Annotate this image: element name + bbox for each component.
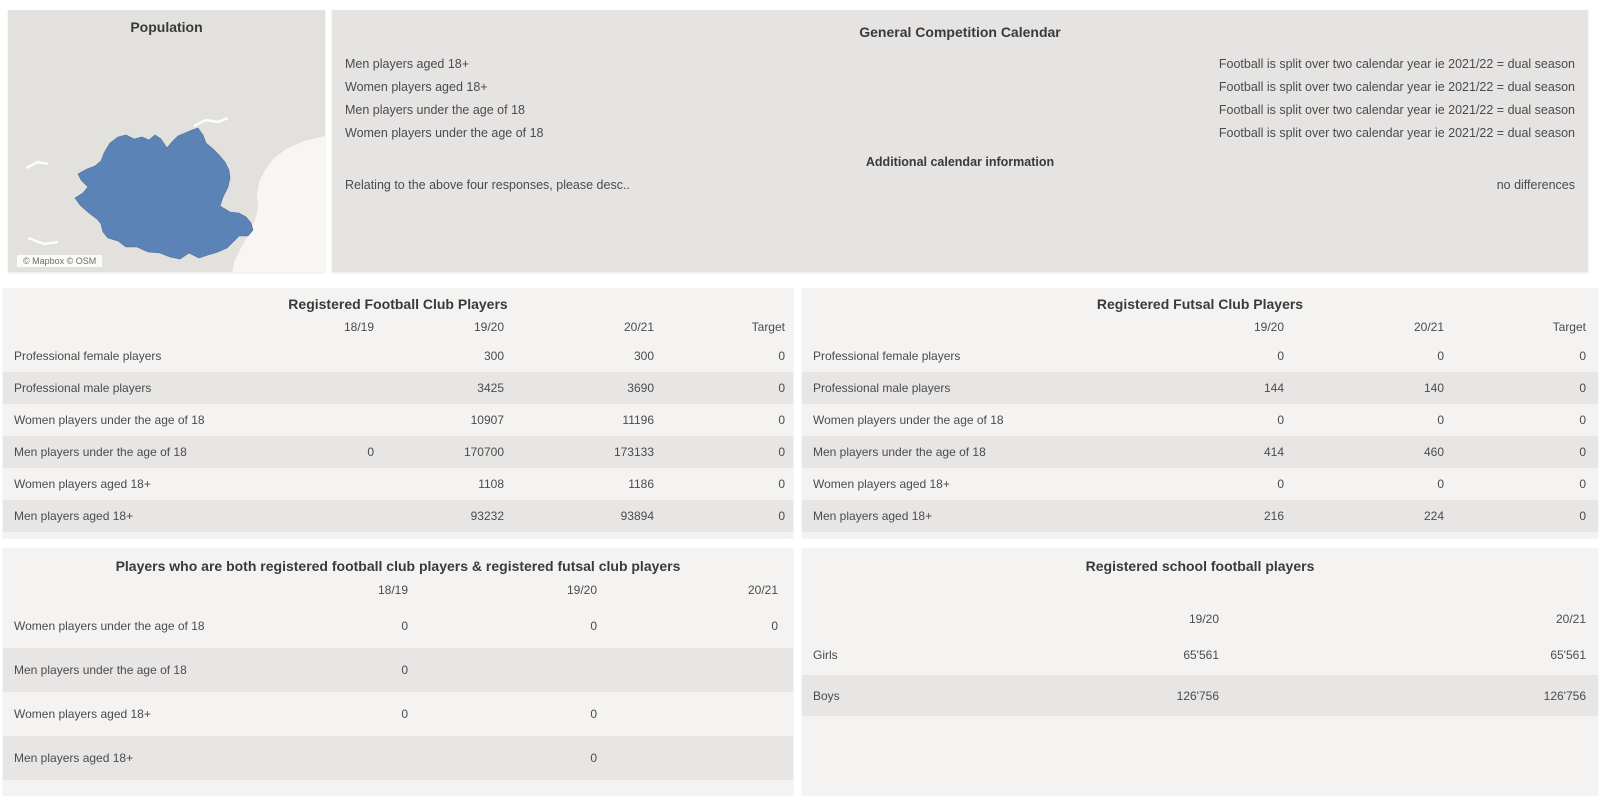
column-header: Target: [751, 320, 785, 334]
column-header: Target: [1552, 320, 1586, 334]
calendar-row-value[interactable]: Football is split over two calendar year ie 2021/22 = dual season: [1218, 56, 1575, 71]
row-label: Professional female players: [813, 349, 961, 363]
population-panel-title: Population: [130, 19, 203, 35]
table-cell[interactable]: 10907: [470, 413, 504, 427]
football-table-title: Registered Football Club Players: [288, 296, 508, 312]
table-row: [802, 500, 1598, 532]
table-row: [802, 468, 1598, 500]
calendar-subtitle: Additional calendar information: [865, 155, 1055, 169]
table-cell[interactable]: 0: [1437, 413, 1444, 427]
table-row: [802, 634, 1598, 675]
table-cell[interactable]: 0: [778, 349, 785, 363]
table-row: [3, 436, 793, 468]
both-table-title: Players who are both registered football club players & registered futsal club players: [115, 558, 681, 574]
row-label: Women players aged 18+: [14, 477, 151, 491]
table-row: [802, 340, 1598, 372]
calendar-panel-title: General Competition Calendar: [859, 24, 1061, 40]
table-cell[interactable]: 93232: [470, 509, 504, 523]
futsal-table-title: Registered Futsal Club Players: [1096, 296, 1304, 312]
calendar-note-value[interactable]: no differences: [1496, 177, 1575, 192]
both-players-table-panel: [3, 548, 793, 794]
table-row: [802, 372, 1598, 404]
table-row: [3, 372, 793, 404]
column-header: 19/20: [1253, 320, 1284, 334]
table-cell[interactable]: 0: [401, 707, 408, 721]
calendar-row-label: Women players aged 18+: [345, 79, 488, 94]
calendar-note-row: [332, 173, 1588, 196]
calendar-row-value[interactable]: Football is split over two calendar year ie 2021/22 = dual season: [1218, 102, 1575, 117]
column-header: 20/21: [747, 583, 778, 597]
table-cell[interactable]: 0: [1277, 413, 1284, 427]
table-cell[interactable]: 0: [1579, 381, 1586, 395]
football-table: [3, 314, 793, 532]
table-cell[interactable]: 0: [778, 413, 785, 427]
row-label: Professional male players: [14, 381, 152, 395]
table-cell[interactable]: 0: [771, 619, 778, 633]
calendar-note-label: Relating to the above four responses, please desc..: [345, 177, 630, 192]
table-header-row: [3, 576, 793, 604]
column-header: 18/19: [343, 320, 374, 334]
table-cell[interactable]: 144: [1263, 381, 1284, 395]
table-row: [3, 404, 793, 436]
calendar-row-value[interactable]: Football is split over two calendar year ie 2021/22 = dual season: [1218, 125, 1575, 140]
table-cell[interactable]: 414: [1263, 445, 1284, 459]
calendar-row-label: Women players under the age of 18: [345, 125, 544, 140]
table-cell[interactable]: 0: [590, 619, 597, 633]
table-cell[interactable]: 0: [1579, 509, 1586, 523]
calendar-row-value[interactable]: Football is split over two calendar year ie 2021/22 = dual season: [1218, 79, 1575, 94]
calendar-row: [332, 52, 1588, 75]
row-label: Women players under the age of 18: [14, 413, 205, 427]
table-cell[interactable]: 1108: [478, 477, 504, 491]
table-cell[interactable]: 0: [401, 663, 408, 677]
table-cell[interactable]: 0: [778, 445, 785, 459]
table-body: [802, 634, 1598, 716]
futsal-table: [802, 314, 1598, 532]
table-row: [802, 404, 1598, 436]
table-cell[interactable]: 1186: [628, 477, 654, 491]
table-header-row: [802, 314, 1598, 340]
table-row: [802, 436, 1598, 468]
table-row: [3, 692, 793, 736]
row-label: Professional female players: [14, 349, 162, 363]
row-label: Women players aged 18+: [813, 477, 950, 491]
row-label: Men players aged 18+: [14, 751, 134, 765]
school-players-table-panel: [802, 548, 1598, 794]
table-cell[interactable]: 0: [778, 509, 785, 523]
calendar-row: [332, 75, 1588, 98]
row-label: Men players aged 18+: [14, 509, 134, 523]
table-header-row: [3, 314, 793, 340]
calendar-row-label: Men players under the age of 18: [345, 102, 525, 117]
school-table-title: Registered school football players: [1085, 558, 1315, 574]
column-header: 18/19: [377, 583, 408, 597]
table-cell[interactable]: 3690: [627, 381, 654, 395]
population-panel: [8, 10, 325, 272]
table-cell[interactable]: 0: [367, 445, 374, 459]
table-body: [3, 340, 793, 532]
table-cell[interactable]: 300: [483, 349, 504, 363]
row-label: Girls: [813, 647, 838, 662]
row-label: Women players aged 18+: [14, 707, 151, 721]
table-row: [3, 604, 793, 648]
table-cell[interactable]: 224: [1423, 509, 1444, 523]
table-row: [3, 468, 793, 500]
table-cell[interactable]: 65'561: [1183, 647, 1219, 662]
table-cell[interactable]: 170700: [463, 445, 504, 459]
table-cell[interactable]: 0: [1579, 349, 1586, 363]
row-label: Women players under the age of 18: [14, 619, 205, 633]
table-header-row: [802, 604, 1598, 634]
table-cell[interactable]: 126'756: [1543, 688, 1586, 703]
table-cell[interactable]: 216: [1263, 509, 1284, 523]
table-cell[interactable]: 126'756: [1176, 688, 1219, 703]
table-cell[interactable]: 460: [1423, 445, 1444, 459]
table-row: [3, 736, 793, 780]
map-canvas[interactable]: [8, 10, 325, 272]
table-cell[interactable]: 0: [1437, 477, 1444, 491]
table-cell[interactable]: 300: [633, 349, 654, 363]
football-players-table-panel: [3, 288, 793, 537]
table-row: [3, 500, 793, 532]
calendar-panel: [332, 10, 1588, 272]
table-cell[interactable]: 140: [1423, 381, 1444, 395]
table-body: [3, 604, 793, 780]
table-cell[interactable]: 0: [1579, 413, 1586, 427]
table-cell[interactable]: 0: [1579, 477, 1586, 491]
table-row: [802, 675, 1598, 716]
table-cell[interactable]: 0: [778, 477, 785, 491]
table-cell[interactable]: 93894: [620, 509, 654, 523]
table-cell[interactable]: 0: [1437, 349, 1444, 363]
table-cell[interactable]: 0: [590, 751, 597, 765]
table-cell[interactable]: 3425: [477, 381, 504, 395]
table-cell[interactable]: 0: [590, 707, 597, 721]
row-label: Men players aged 18+: [813, 509, 933, 523]
calendar-rows: [332, 52, 1588, 144]
column-header: 20/21: [1413, 320, 1444, 334]
column-header: 19/20: [566, 583, 597, 597]
table-row: [3, 340, 793, 372]
table-cell[interactable]: 0: [1579, 445, 1586, 459]
both-table: [3, 576, 793, 780]
row-label: Men players under the age of 18: [14, 663, 187, 677]
table-cell[interactable]: 0: [1277, 349, 1284, 363]
row-label: Men players under the age of 18: [14, 445, 187, 459]
column-header: 19/20: [473, 320, 504, 334]
table-cell[interactable]: 65'561: [1550, 647, 1586, 662]
column-header: 20/21: [1555, 612, 1586, 626]
row-label: Boys: [813, 688, 840, 703]
table-cell[interactable]: 0: [1277, 477, 1284, 491]
row-label: Professional male players: [813, 381, 951, 395]
calendar-row: [332, 121, 1588, 144]
table-body: [802, 340, 1598, 532]
map-attribution[interactable]: © Mapbox © OSM: [17, 255, 102, 267]
futsal-players-table-panel: [802, 288, 1598, 537]
column-header: 19/20: [1188, 612, 1219, 626]
table-cell[interactable]: 0: [778, 381, 785, 395]
column-header: 20/21: [623, 320, 654, 334]
row-label: Men players under the age of 18: [813, 445, 986, 459]
calendar-row: [332, 98, 1588, 121]
table-cell[interactable]: 0: [401, 619, 408, 633]
school-table: [802, 604, 1598, 716]
table-cell[interactable]: 173133: [613, 445, 654, 459]
row-label: Women players under the age of 18: [813, 413, 1004, 427]
calendar-row-label: Men players aged 18+: [345, 56, 470, 71]
table-row: [3, 648, 793, 692]
table-cell[interactable]: 11196: [622, 413, 654, 427]
